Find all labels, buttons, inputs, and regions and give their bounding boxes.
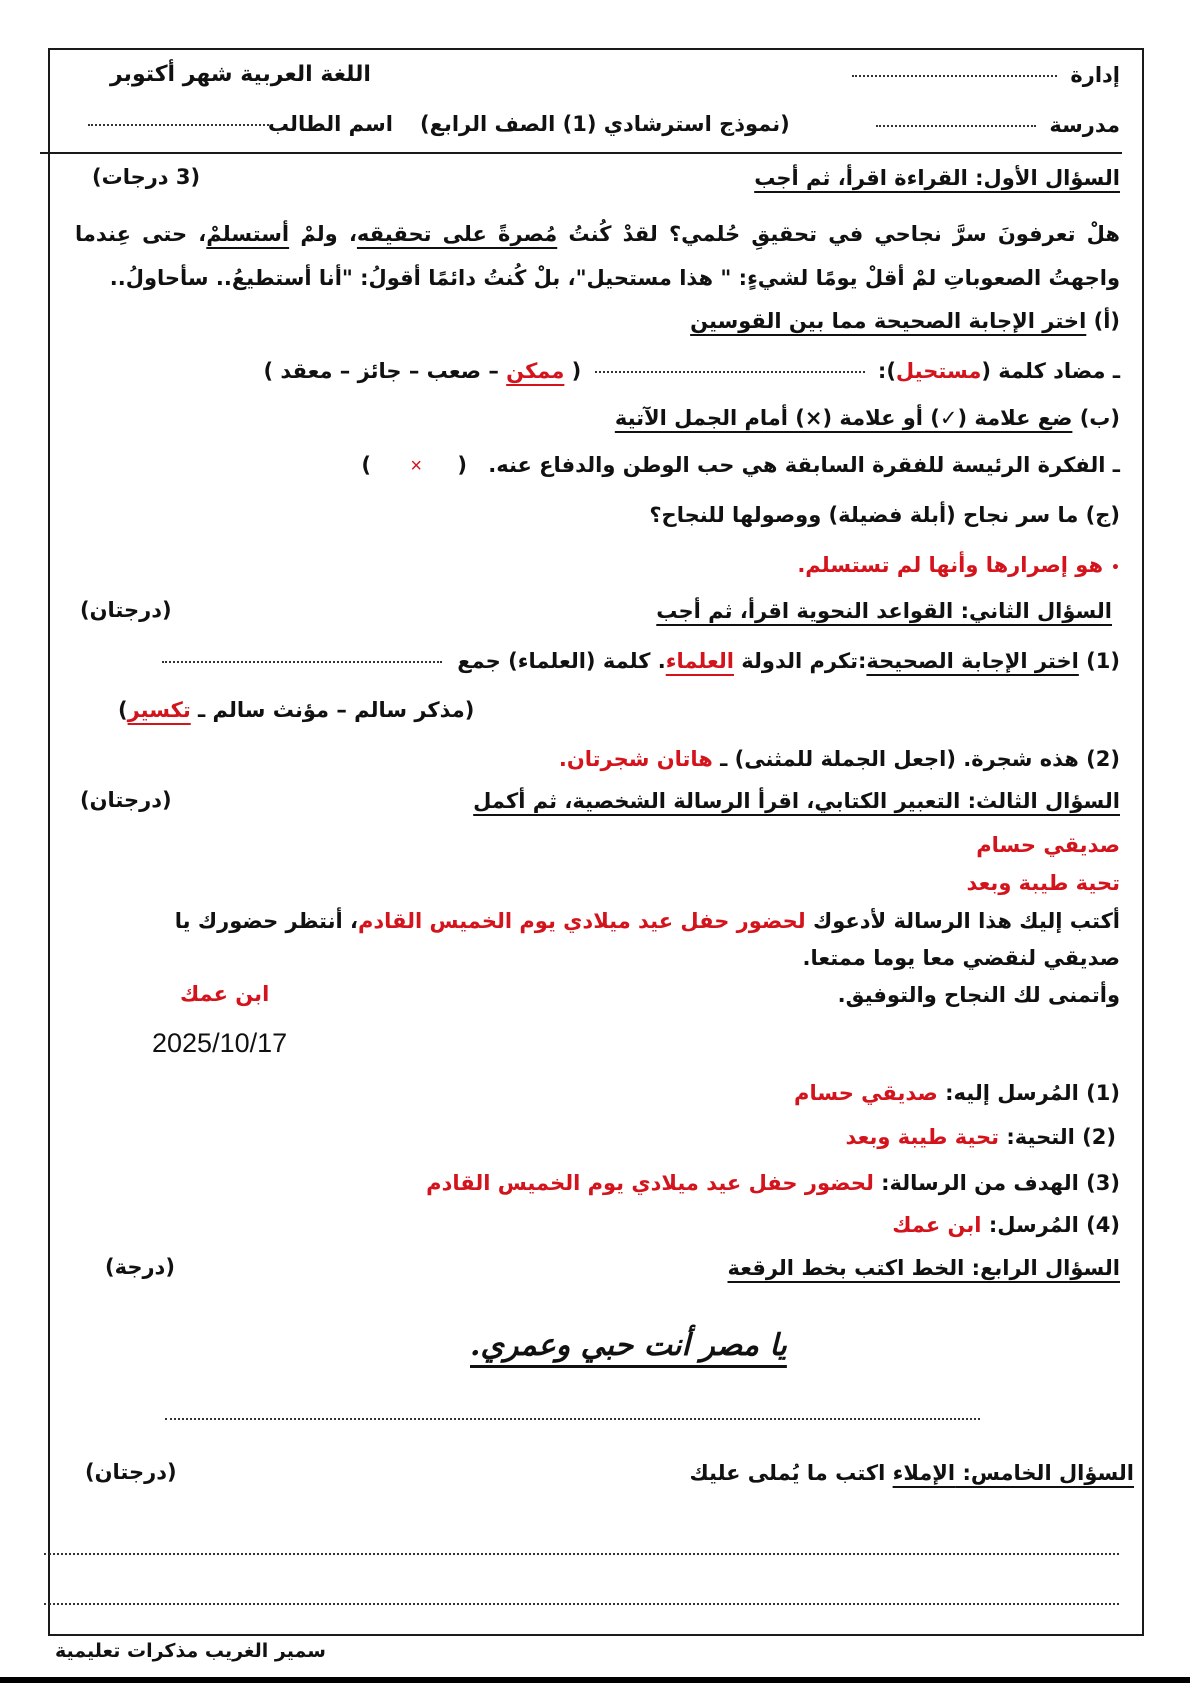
cross-mark-icon[interactable]: × — [410, 455, 422, 477]
administration-field[interactable] — [852, 75, 1057, 77]
letter-recipient: صديقي حسام — [976, 833, 1120, 857]
q1-title: السؤال الأول: القراءة اقرأ، ثم أجب — [754, 166, 1120, 190]
passage-underlined-phrase: مُصرةً على تحقيقه — [356, 222, 558, 246]
administration-row — [852, 62, 1120, 89]
school-label: مدرسة — [1049, 113, 1120, 137]
item-2-answer: هاتان شجرتان. — [558, 747, 713, 771]
q3-answer-2 — [846, 1124, 1117, 1151]
passage-text: هلْ تعرفونَ سرَّ نجاحي في تحقيقِ حُلمي؟ لقدْ كُنتُ — [557, 222, 1120, 246]
passage-text: ، ولمْ — [289, 222, 357, 246]
part-a-title: اختر الإجابة الصحيحة مما بين القوسين — [690, 309, 1087, 333]
bullet-icon: • — [1111, 560, 1120, 576]
letter-text: ، أنتظر حضورك يا — [174, 909, 358, 933]
q3-answer-4 — [892, 1212, 1120, 1239]
q3-answer-1 — [794, 1080, 1120, 1107]
options-list: (مذكر سالم – مؤنث سالم ـ — [190, 698, 475, 722]
answer-value: لحضور حفل عيد ميلادي يوم الخميس القادم — [426, 1171, 874, 1195]
part-a-prefix: (أ) — [1086, 309, 1120, 333]
letter-body-line-1 — [175, 908, 1120, 935]
q5-title-instruction: اكتب ما يُملى عليك — [689, 1461, 893, 1485]
q2-title: السؤال الثاني: القواعد النحوية اقرأ، ثم أجب — [656, 599, 1112, 623]
answer-blank[interactable] — [162, 661, 442, 663]
dictation-line-2[interactable] — [44, 1603, 1119, 1605]
answer-value: ابن عمك — [892, 1213, 982, 1237]
prompt-text: ): — [877, 359, 896, 383]
answer-label: (3) الهدف من الرسالة: — [873, 1171, 1120, 1195]
letter-text: أكتب إليك هذا الرسالة لأدعوك — [805, 909, 1120, 933]
options-paren: ) — [118, 698, 128, 722]
answer-blank[interactable] — [595, 371, 865, 373]
dictation-line-1[interactable] — [44, 1553, 1119, 1555]
letter-purpose: لحضور حفل عيد ميلادي يوم الخميس القادم — [357, 909, 806, 933]
q2-item-2 — [559, 746, 1120, 773]
q4-marks: (درجة) — [105, 1255, 175, 1279]
passage-text: ، حتى عِندما — [75, 222, 207, 246]
item-text: (2) هذه شجرة. (اجعل الجملة للمثنى) ـ — [712, 747, 1120, 771]
q1-part-a-question — [263, 358, 1120, 385]
q1-part-c-question: (ج) ما سر نجاح (أبلة فضيلة) ووصولها للنجاح؟ — [649, 503, 1120, 527]
administration-label: إدارة — [1070, 63, 1120, 87]
q5-title — [689, 1460, 1134, 1487]
q1-part-b-statement-row — [361, 452, 1120, 479]
options-list: – صعب – جائز – معقد ) — [263, 359, 507, 383]
student-name-row — [82, 112, 393, 136]
subject-month: اللغة العربية شهر أكتوبر — [110, 62, 371, 87]
letter-sender: ابن عمك — [180, 982, 270, 1006]
prompt-text: ـ مضاد كلمة ( — [981, 359, 1120, 383]
item-text: :تكرم الدولة — [733, 649, 867, 673]
item-instruction: اختر الإجابة الصحيحة — [866, 649, 1079, 673]
model-title: (نموذج استرشادي (1) الصف الرابع) — [420, 112, 790, 136]
student-name-field[interactable] — [88, 124, 273, 126]
answer-label: (4) المُرسل: — [981, 1213, 1120, 1237]
q1-marks: (3 درجات) — [92, 165, 201, 189]
q5-marks: (درجتان) — [85, 1460, 177, 1484]
school-field[interactable] — [876, 125, 1036, 127]
student-name-label: اسم الطالب — [267, 112, 393, 136]
footer-bar — [0, 1677, 1190, 1683]
passage-underlined-word: أستسلمْ — [206, 222, 290, 246]
q3-answer-3 — [426, 1170, 1120, 1197]
prompt-word: مستحيل — [895, 359, 982, 383]
selected-answer: ممكن — [506, 359, 565, 383]
letter-greeting: تحية طيبة وبعد — [966, 871, 1120, 895]
highlighted-word: العلماء — [665, 649, 734, 673]
letter-body-line-2: صديقي لنقضي معا يوما ممتعا. — [802, 946, 1120, 970]
paren: ) — [361, 453, 371, 477]
ruqaa-model-sentence: يا مصر أنت حبي وعمري. — [470, 1328, 787, 1363]
passage-line-1 — [75, 214, 1120, 254]
header-divider — [40, 152, 1122, 154]
q1-part-b-heading — [615, 405, 1120, 432]
item-text: . كلمة (العلماء) جمع — [457, 649, 666, 673]
letter-body-line-3: وأتمنى لك النجاح والتوفيق. — [837, 983, 1120, 1007]
q1-part-a-heading — [690, 308, 1120, 335]
paren: ( — [457, 453, 467, 477]
q5-title-dictation: الإملاء — [892, 1461, 956, 1485]
answer-value: صديقي حسام — [794, 1081, 938, 1105]
footer-author: سمير الغريب مذكرات تعليمية — [55, 1640, 326, 1662]
answer-label: (1) المُرسل إليه: — [937, 1081, 1120, 1105]
q2-item-1-options — [118, 698, 474, 722]
q1-part-c-answer-row — [797, 552, 1120, 579]
part-b-title: ضع علامة (✓) أو علامة (×) أمام الجمل الآتية — [614, 406, 1073, 430]
letter-date: 2025/10/17 — [152, 1028, 288, 1058]
item-number: (1) — [1078, 649, 1120, 673]
passage-line-2: واجهتُ الصعوباتِ لمْ أقلْ يومًا لشيءٍ: " هذا مستحيل"، بلْ كُنتُ دائمًا أقولُ: "أنا أستطيعُ.. سأحاولُ.. — [109, 266, 1120, 290]
part-b-prefix: (ب) — [1072, 406, 1120, 430]
q4-title: السؤال الرابع: الخط اكتب بخط الرقعة — [727, 1256, 1120, 1280]
options-paren: ( — [564, 359, 582, 383]
q3-title: السؤال الثالث: التعبير الكتابي، اقرأ الرسالة الشخصية، ثم أكمل — [473, 789, 1120, 813]
q2-marks: (درجتان) — [80, 598, 172, 622]
selected-answer: تكسير — [127, 698, 191, 722]
part-c-answer: هو إصرارها وأنها لم تستسلم. — [797, 553, 1104, 577]
q5-title-prefix: السؤال الخامس: — [955, 1461, 1134, 1485]
statement-text: ـ الفكرة الرئيسة للفقرة السابقة هي حب الوطن والدفاع عنه. — [488, 453, 1120, 477]
q3-marks: (درجتان) — [80, 788, 172, 812]
q2-item-1 — [162, 648, 1120, 675]
ruqaa-writing-line[interactable] — [165, 1418, 980, 1420]
answer-label: (2) التحية: — [999, 1125, 1116, 1149]
answer-value: تحية طيبة وبعد — [845, 1125, 1000, 1149]
school-row — [876, 112, 1120, 139]
